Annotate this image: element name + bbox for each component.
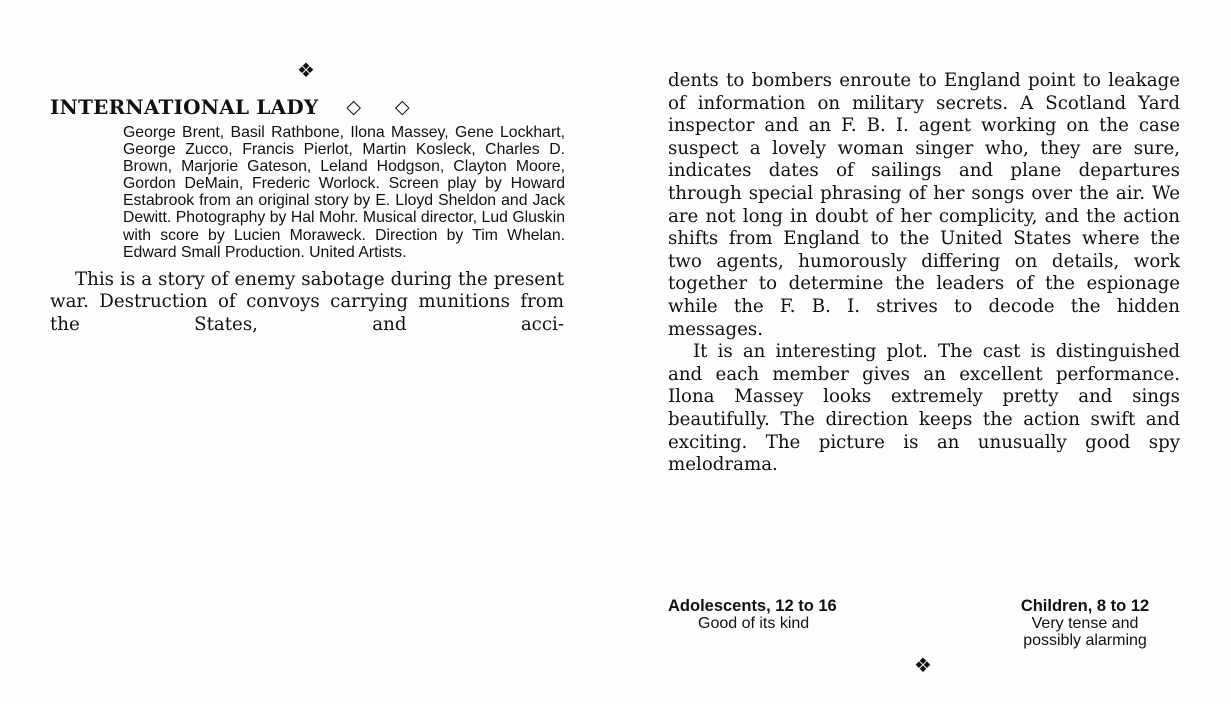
rating-adolescents	[668, 598, 893, 632]
review-paragraph-continued: dents to bombers enroute to England point to leakage of information on military secrets. A Scotland Yard inspector and an F. B. I. agent working on the case suspect a lovely woman singer who, they are sure, indicates dates of sailings and plane departures through special phrasing of her songs over the air. We are not long in doubt of her complicity, and the action shifts from England to the United States where the two agents, humorously differing on details, work together to determine the leaders of the espionage while the F. B. I. strives to decode the hidden messages.	[668, 70, 1180, 340]
bottom-ornament-icon: ❖	[914, 653, 932, 677]
rating-children	[990, 598, 1180, 649]
rating-adolescents-verdict: Good of its kind	[698, 615, 810, 632]
review-paragraph-verdict: It is an interesting plot. The cast is distinguished and each member gives an excellent performance. Ilona Massey looks extremely pretty and sings beautifully. The direction keeps the action swift and exciting. The picture is an unusually good spy melodrama.	[668, 341, 1180, 476]
film-title: INTERNATIONAL LADY	[50, 95, 319, 119]
credits-block: George Brent, Basil Rathbone, Ilona Massey, Gene Lockhart, George Zucco, Francis Pierlot, Martin Kosleck, Charles D. Brown, Marjorie Gateson, Leland Hodgson, Clayton Moore, Gordon DeMain, Frederic Worlock. Screen play by Howard Estabrook from an original story by E. Lloyd Sheldon and Jack Dewitt. Photography by Hal Mohr. Musical director, Lud Gluskin with score by Lucien Moraweck. Direction by Tim Whelan. Edward Small Production. United Artists.	[123, 124, 565, 261]
top-ornament-icon: ❖	[297, 58, 315, 82]
right-column	[668, 70, 1180, 477]
rating-adolescents-label: Adolescents, 12 to 16	[668, 597, 837, 615]
review-paragraph-start: This is a story of enemy sabotage during the present war. Destruction of convoys carrying munitions from the States, and acci-	[50, 268, 564, 335]
rating-children-verdict-line1: Very tense and	[1031, 615, 1139, 632]
rating-children-label: Children, 8 to 12	[1020, 597, 1150, 615]
title-row	[50, 90, 568, 124]
rating-children-verdict-line2: possibly alarming	[1023, 632, 1147, 649]
left-column	[50, 90, 568, 337]
review-body	[668, 70, 1180, 477]
rating-diamonds-icon: ◇ ◇	[346, 96, 410, 118]
